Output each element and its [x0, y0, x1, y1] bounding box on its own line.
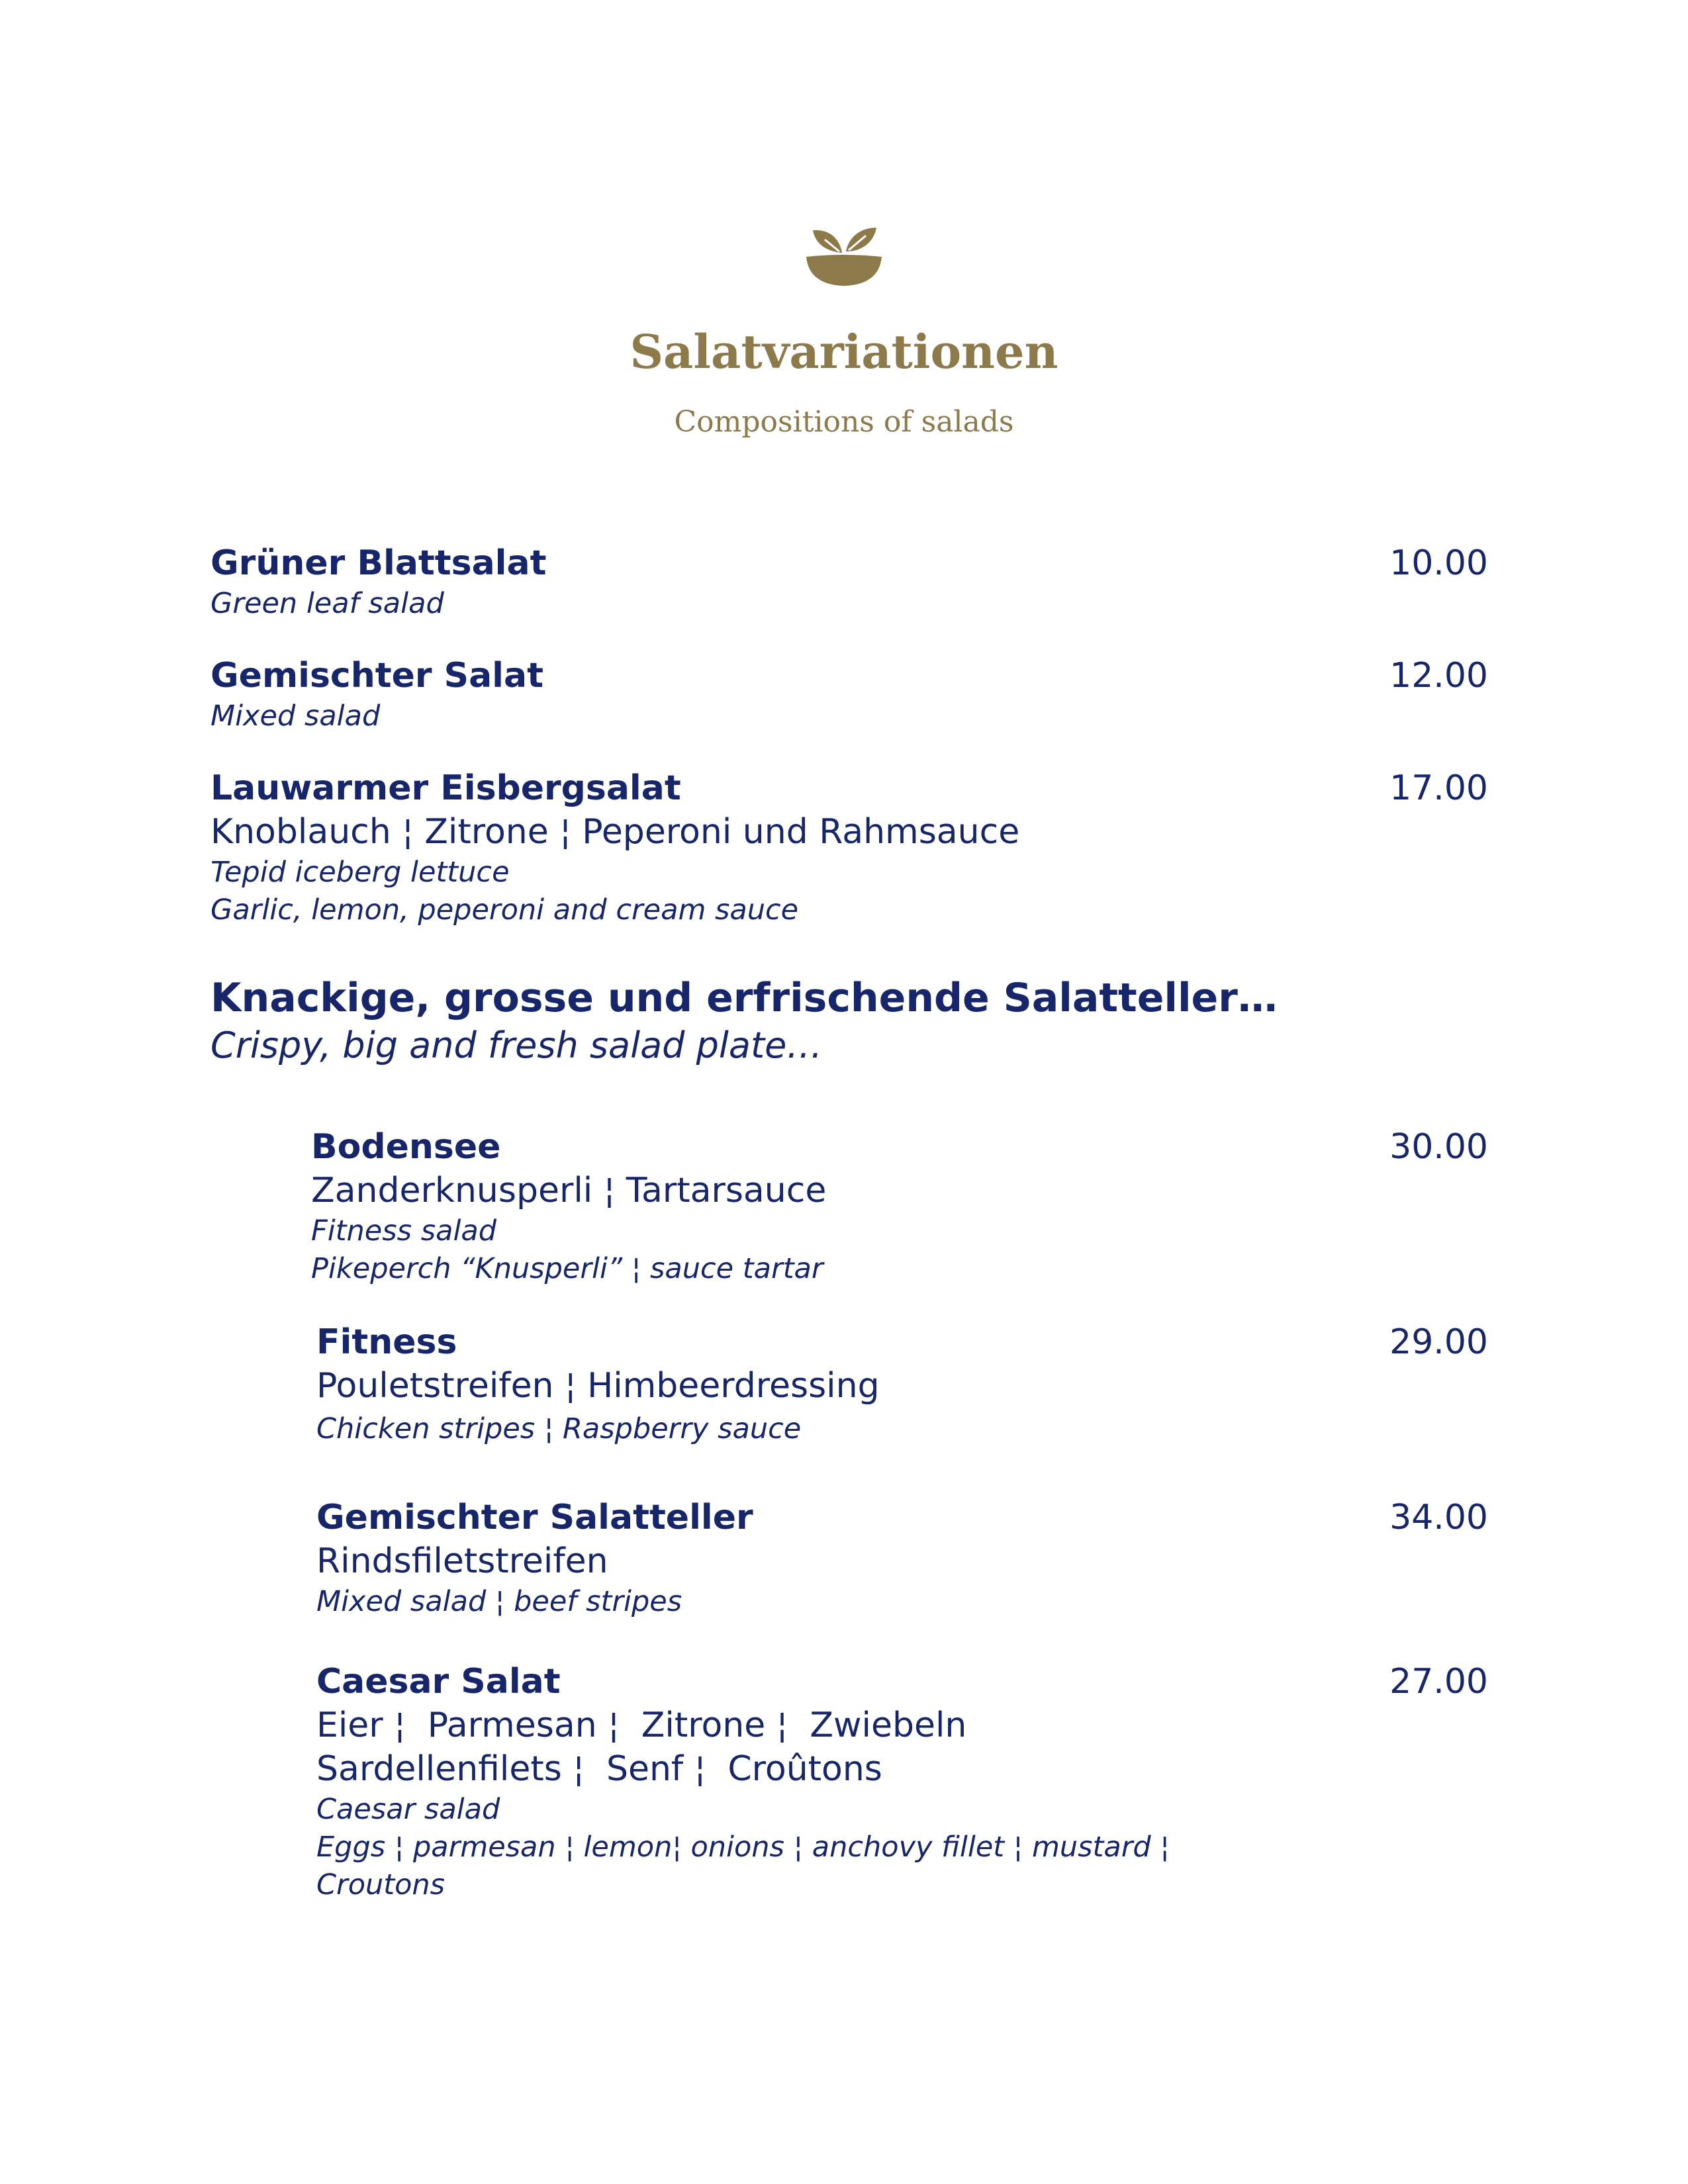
item-description-en: Garlic, lemon, peperoni and cream sauce	[211, 893, 799, 927]
menu-item-gemischter-salat	[211, 654, 1488, 735]
item-description-en: Green leaf salad	[211, 587, 444, 620]
item-name: Gemischter Salatteller	[316, 1498, 753, 1537]
item-description-en: Pikeperch “Knusperli” ¦ sauce tartar	[311, 1252, 823, 1285]
item-name: Gemischter Salat	[211, 656, 543, 696]
item-price: 29.00	[1389, 1322, 1488, 1362]
item-price: 27.00	[1389, 1662, 1488, 1702]
section-title: Knackige, grosse und erfrischende Salatteller…	[211, 975, 1278, 1021]
item-name: Grüner Blattsalat	[211, 543, 547, 583]
page-title: Salatvariationen	[630, 324, 1058, 379]
item-price: 34.00	[1389, 1498, 1488, 1537]
section-heading	[211, 973, 1278, 1068]
item-description-de: Pouletstreifen ¦ Himbeerdressing	[316, 1366, 880, 1406]
page-subtitle: Compositions of salads	[674, 405, 1014, 439]
item-price: 30.00	[1389, 1127, 1488, 1167]
menu-item-gruener-blattsalat	[211, 541, 1488, 623]
item-price: 10.00	[1389, 543, 1488, 583]
menu-item-gemischter-salatteller	[316, 1496, 1488, 1621]
item-description-de: Sardellenfilets ¦ Senf ¦ Croûtons	[316, 1749, 882, 1789]
item-price: 12.00	[1389, 656, 1488, 696]
item-description-de: Eier ¦ Parmesan ¦ Zitrone ¦ Zwiebeln	[316, 1706, 967, 1745]
item-description-en: Chicken stripes ¦ Raspberry sauce	[316, 1412, 802, 1445]
menu-item-fitness	[316, 1320, 1488, 1448]
salad-bowl-icon	[801, 218, 887, 291]
item-name: Lauwarmer Eisbergsalat	[211, 768, 681, 808]
item-description-en: Fitness salad	[311, 1214, 497, 1248]
item-name: Caesar Salat	[316, 1662, 561, 1702]
item-description-en: Eggs ¦ parmesan ¦ lemon¦ onions ¦ anchovy fillet ¦ mustard ¦	[316, 1831, 1170, 1864]
item-description-en: Mixed salad ¦ beef stripes	[316, 1585, 682, 1618]
menu-item-caesar-salat	[316, 1660, 1488, 1904]
item-description-de: Rindsfiletstreifen	[316, 1541, 608, 1581]
item-description-en: Caesar salad	[316, 1793, 500, 1826]
item-description-en: Croutons	[316, 1868, 445, 1901]
item-price: 17.00	[1389, 768, 1488, 808]
item-name: Fitness	[316, 1322, 457, 1362]
item-description-de: Knoblauch ¦ Zitrone ¦ Peperoni und Rahmsauce	[211, 812, 1020, 852]
section-subtitle: Crispy, big and fresh salad plate…	[211, 1024, 823, 1066]
menu-item-bodensee	[311, 1125, 1488, 1288]
item-name: Bodensee	[311, 1127, 501, 1167]
menu-item-lauwarmer-eisbergsalat	[211, 766, 1488, 929]
item-description-en: Mixed salad	[211, 700, 381, 733]
item-description-en: Tepid iceberg lettuce	[211, 856, 510, 889]
item-description-de: Zanderknusperli ¦ Tartarsauce	[311, 1171, 827, 1210]
